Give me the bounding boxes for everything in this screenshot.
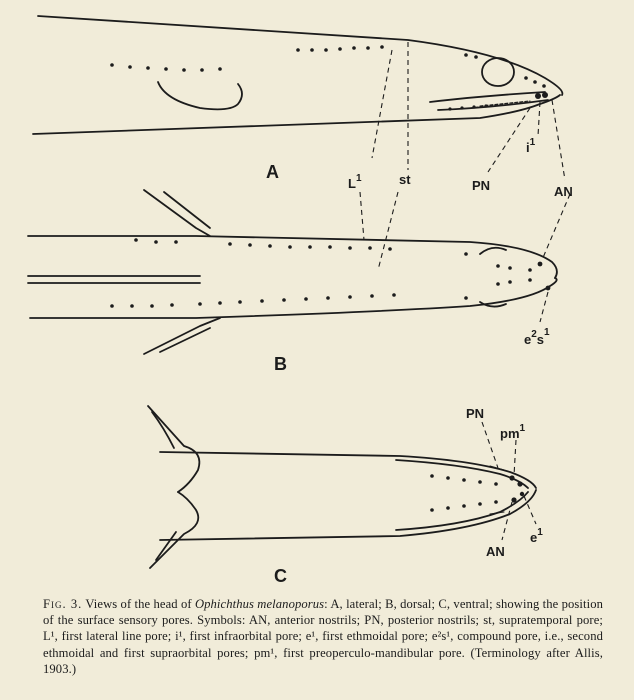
label-l1: $L^1$ (348, 173, 362, 191)
panel-label-c: C (274, 566, 287, 586)
panel-b-drawing (28, 190, 570, 354)
caption-text-1: Views of the head of (85, 597, 195, 611)
caption-species: Ophichthus melanoporus (194, 597, 325, 611)
figure-caption (43, 596, 603, 677)
label-e1: $e^1$ (530, 527, 543, 545)
panel-c-drawing (148, 406, 536, 568)
label-an-a: AN (554, 184, 573, 199)
label-st: st (399, 172, 411, 187)
panel-label-b: B (274, 354, 287, 374)
caption-fig-label: Fig. 3. (43, 597, 83, 611)
panel-a-drawing (33, 16, 565, 180)
panel-label-a: A (266, 162, 279, 182)
label-e2s1: $e^2s^1$ (524, 327, 550, 347)
label-pm1: $pm^1$ (500, 423, 526, 441)
label-an-c: AN (486, 544, 505, 559)
label-i1: $i^1$ (526, 137, 536, 155)
caption-text-2: : A, lateral; B, dorsal; C, ventral; showing the position of the surface sensory pores. Symbols: AN, anterior nostrils; PN, posterior nostrils; st, supratemporal pore; L¹, first lateral line pore; i¹, first infraorbital pore; e¹, first ethmoidal pore; e²s¹, compound pore, i.e., second ethmoidal and first supraorbital pores; pm¹, first preoperculo-mandibular pore. (Terminology after Allis, 1903.) (43, 597, 604, 676)
label-pn-c: PN (466, 406, 485, 421)
label-pn-a: PN (472, 178, 491, 193)
